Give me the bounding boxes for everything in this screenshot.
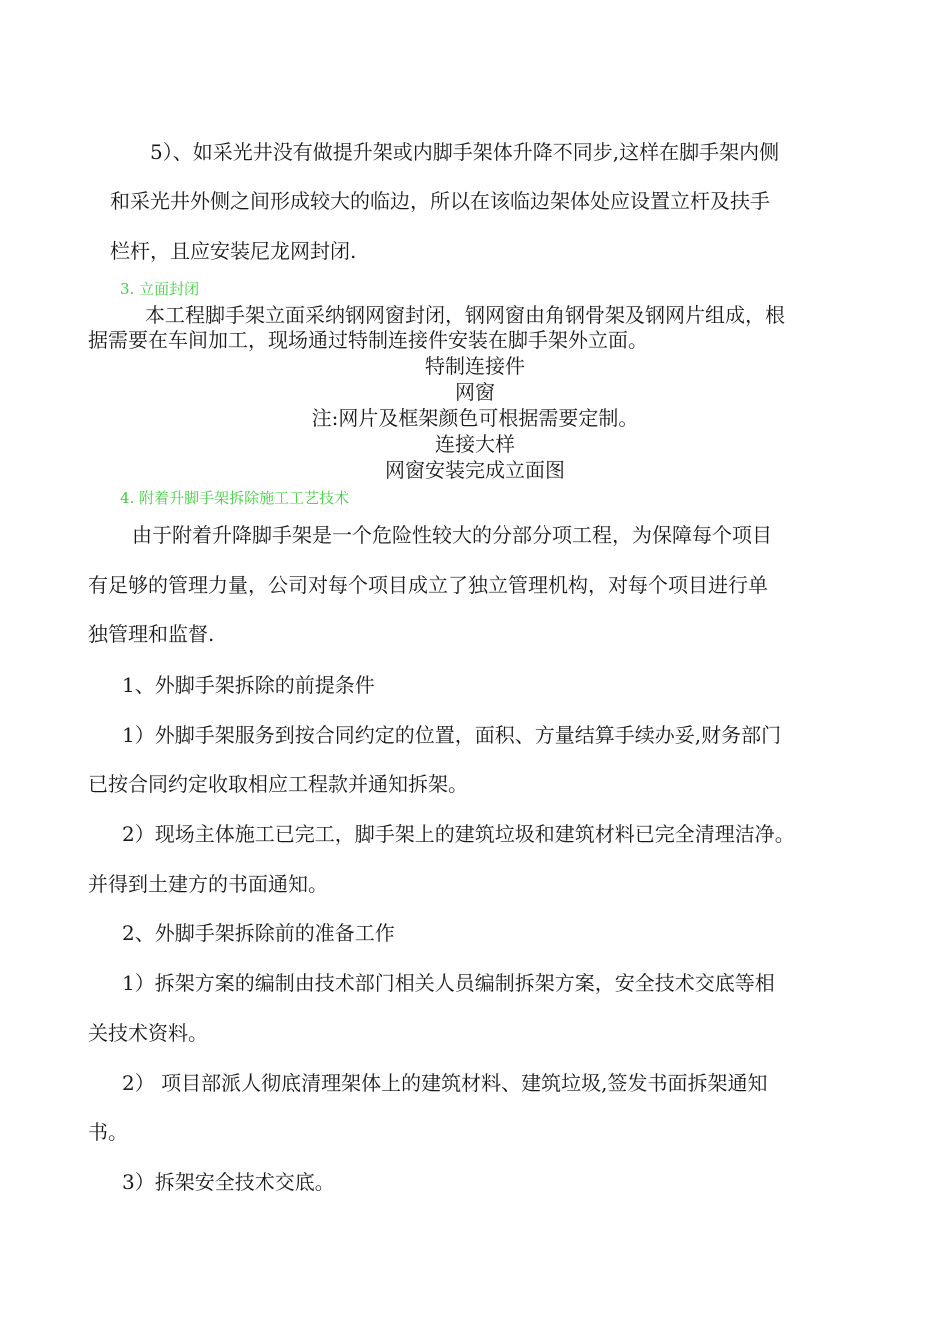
caption-note: 注:网片及框架颜色可根据需要定制。 <box>311 406 639 430</box>
section-3-paragraph-line-1: 本工程脚手架立面采纳钢网窗封闭，钢网窗由角钢骨架及钢网片组成，根 <box>145 303 785 327</box>
item-1-2-line-2: 并得到土建方的书面通知。 <box>88 872 328 896</box>
section-4-intro-line-3: 独管理和监督. <box>88 622 215 646</box>
section-4-heading: 4. 附着升脚手架拆除施工工艺技术 <box>120 489 350 507</box>
section-4-intro-line-2: 有足够的管理力量，公司对每个项目成立了独立管理机构，对每个项目进行单 <box>88 573 768 597</box>
section-3-heading: 3. 立面封闭 <box>120 280 200 298</box>
caption-detail: 连接大样 <box>435 432 515 456</box>
item-1-1-line-2: 已按合同约定收取相应工程款并通知拆架。 <box>88 772 468 796</box>
paragraph-5-line-2: 和采光井外侧之间形成较大的临边，所以在该临边架体处应设置立杆及扶手 <box>110 189 770 213</box>
paragraph-5-line-1: 5）、如采光井没有做提升架或内脚手架体升降不同步,这样在脚手架内侧 <box>150 140 780 164</box>
item-2-title: 2、外脚手架拆除前的准备工作 <box>122 921 395 945</box>
section-3-paragraph-line-2: 据需要在车间加工，现场通过特制连接件安装在脚手架外立面。 <box>88 328 648 352</box>
item-2-2-line-2: 书。 <box>88 1120 128 1144</box>
item-2-2-line-1: 2） 项目部派人彻底清理架体上的建筑材料、建筑垃圾,签发书面拆架通知 <box>122 1071 768 1095</box>
item-1-2-line-1: 2）现场主体施工已完工，脚手架上的建筑垃圾和建筑材料已完全清理洁净。 <box>122 822 795 846</box>
item-2-3-line-1: 3）拆架安全技术交底。 <box>122 1170 335 1194</box>
item-2-1-line-2: 关技术资料。 <box>88 1021 208 1045</box>
caption-connector: 特制连接件 <box>425 354 525 378</box>
item-2-1-line-1: 1）拆架方案的编制由技术部门相关人员编制拆架方案，安全技术交底等相 <box>122 971 775 995</box>
paragraph-5-line-3: 栏杆，且应安装尼龙网封闭. <box>110 239 357 263</box>
item-1-1-line-1: 1）外脚手架服务到按合同约定的位置，面积、方量结算手续办妥,财务部门 <box>122 723 782 747</box>
caption-elevation: 网窗安装完成立面图 <box>385 458 565 482</box>
section-4-intro-line-1: 由于附着升降脚手架是一个危险性较大的分部分项工程，为保障每个项目 <box>132 523 772 547</box>
caption-mesh-window: 网窗 <box>455 380 495 404</box>
item-1-title: 1、外脚手架拆除的前提条件 <box>122 673 375 697</box>
